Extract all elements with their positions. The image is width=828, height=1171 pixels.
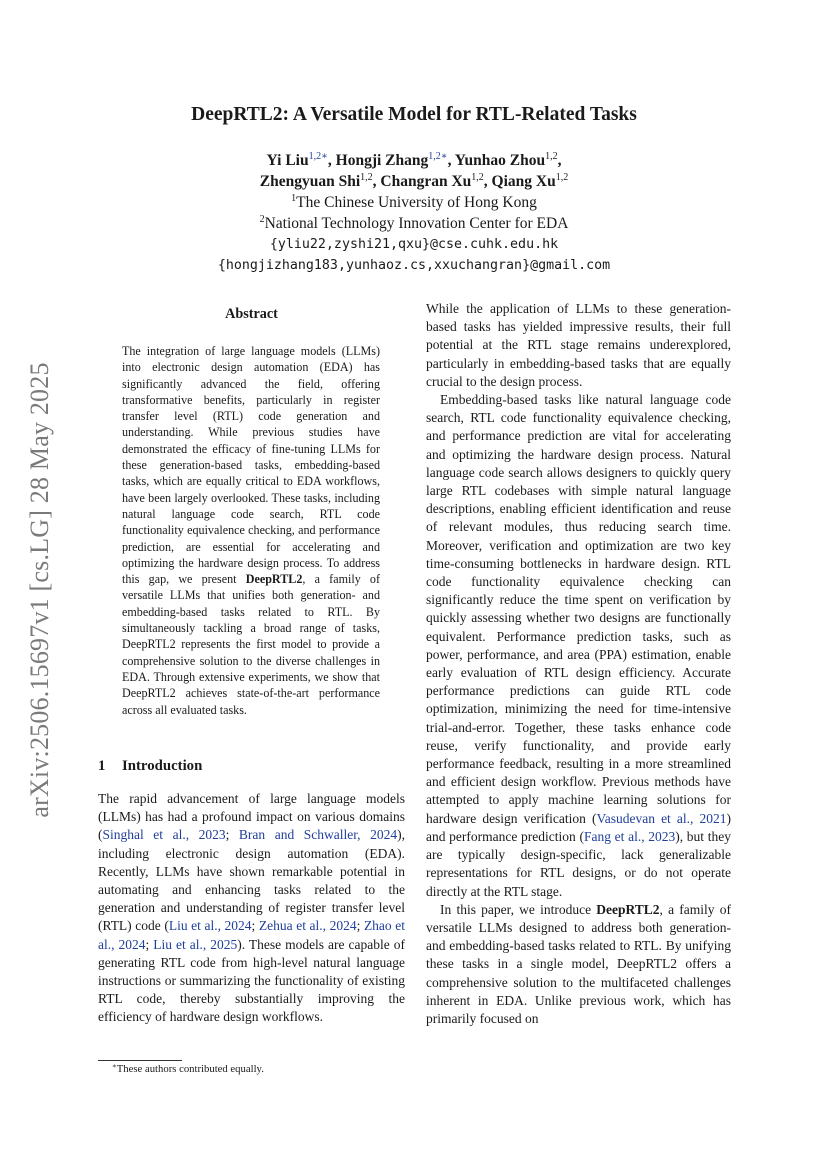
citation-link[interactable]: Zehua et al., 2024 [258,918,357,934]
section-number: 1 [98,758,106,774]
paragraph: In this paper, we introduce DeepRTL2, a family of versatile LLMs designed to address both generation- and embedding-based tasks related to RTL. By unifying these tasks in a single model, DeepRTL2 offers a comprehensive solution to the multifaceted challenges inherent in EDA. Unlike previous work, which has primarily focused on [426,901,731,1026]
author-affiliation-mark[interactable]: 1,2∗ [428,151,448,162]
footnote-text: These authors contributed equally. [116,1063,264,1075]
paragraph: Embedding-based tasks like natural language code search, RTL code functionality equivalence checking, and performance prediction are vital for accelerating and optimizing the hardware design process. Natural language code search allows designers to quickly query large RTL codebases with simple natural language descriptions, enabling efficient identification and reuse of relevant modules, thus reducing search time. Moreover, verification and optimization are two key time-consuming bottlenecks in hardware design. RTL code functionality equivalence checking can significantly reduce the time spent on verification by quickly assessing whether two designs are functionally equivalent. Performance prediction tasks, such as power, performance, and area (PPA) estimation, enable early evaluation of RTL design efficiency. Accurate performance predictions can guide RTL code optimization, minimizing the need for time-intensive trial-and-error. Together, these tasks enhance code reuse, verify functionality, and provide early performance feedback, resulting in a more streamlined and efficient design workflow. Previous methods have attempted to apply machine learning solutions for hardware design verification (Vasudevan et al., 2021) and performance prediction (Fang et al., 2023), but they are typically design-specific, lack generalizable representations for RTL designs, or do not operate directly at the RTL stage. [426,392,731,899]
citation-link[interactable]: Liu et al., 2024 [168,918,252,934]
citation-link[interactable]: Vasudevan et al., 2021 [596,810,727,826]
affiliation-2: $^2$National Technology Innovation Center for EDA [259,214,569,232]
abstract-heading: Abstract [225,306,278,322]
citation-link[interactable]: Fang et al., 2023 [583,828,676,844]
affiliation-1: $^1$The Chinese University of Hong Kong [291,193,537,211]
email-line-2: {hongjizhang183,yunhaoz.cs,xxuchangran}@gmail.com [217,258,611,273]
author-name: Zhengyuan Shi [259,173,361,190]
introduction-paragraph: The rapid advancement of large language models (LLMs) has had a profound impact on various domains (Singhal et al., 2023; Bran and Schwaller, 2024), including electronic design automation (EDA). Recently, LLMs have shown remarkable potential in automating and enhancing tasks related to the generation and understanding of register transfer level (RTL) code (Liu et al., 2024; Zehua et al., 2024; Zhao et al., 2024; Liu et al., 2025). These models are capable of generating RTL code from high-level natural language instructions or summarizing the functionality of existing RTL code, thereby substantially improving the efficiency of hardware design workflows. [98,791,405,1025]
section-title: Introduction [122,758,203,774]
author-affiliation-mark: 1,2 [555,172,569,183]
paper-title: DeepRTL2: A Versatile Model for RTL-Related Tasks [191,104,637,125]
citation-link[interactable]: Zhao et al., 2024 [98,918,405,952]
citation-link[interactable]: Singhal et al., 2023 [102,827,226,843]
author-affiliation-mark: 1,2 [360,172,373,183]
author-affiliation-mark[interactable]: 1,2∗ [308,151,328,162]
model-name: DeepRTL2 [596,901,660,917]
section-heading-introduction [98,758,202,775]
arxiv-identifier [20,340,60,840]
right-column-body [426,300,731,1028]
author-affiliation-mark: 1,2 [471,172,484,183]
citation-link[interactable]: Bran and Schwaller, 2024 [238,827,398,843]
footnote-divider [98,1060,182,1061]
author-name: Yi Liu [266,152,309,169]
citation-link[interactable]: Liu et al., 2025 [153,936,238,952]
author-affiliation-mark: 1,2 [545,151,558,162]
author-block [0,150,828,276]
author-name: Changran Xu [380,173,472,190]
footnote [112,1063,264,1075]
arxiv-identifier-text: arXiv:2506.15697v1 [cs.LG] 28 May 2025 [25,362,54,818]
author-names-line-1: Yi Liu$^{1,2∗}$, Hongji Zhang$^{1,2∗}$, Yunhao Zhou$^{1,2}$, [266,151,562,169]
author-name: Yunhao Zhou [454,152,546,169]
author-names-line-2: Zhengyuan Shi$^{1,2}$, Changran Xu$^{1,2}$, Qiang Xu$^{1,2}$ [259,172,569,190]
author-name: Hongji Zhang [335,152,429,169]
footnote-mark: ∗ [112,1062,117,1070]
paragraph: While the application of LLMs to these generation-based tasks has yielded impressive results, their full potential at the RTL stage remains underexplored, particularly in embedding-based tasks that are equally crucial to the design process. [426,301,731,389]
email-line-1: {yliu22,zyshi21,qxu}@cse.cuhk.edu.hk [269,237,559,252]
abstract-body: The integration of large language models (LLMs) into electronic design automation (EDA) has significantly advanced the field, offering transformative benefits, particularly in register transfer level (RTL) code generation and understanding. While previous studies have demonstrated the efficacy of fine-tuning LLMs for these generation-based tasks, embedding-based tasks, which are equally critical to EDA workflows, have been largely overlooked. These tasks, including natural language code search, RTL code functionality equivalence checking, and performance prediction, are essential for accelerating and optimizing the hardware design process. To address this gap, we present DeepRTL2, a family of versatile LLMs that unifies both generation- and embedding-based tasks related to RTL. By simultaneously tackling a broad range of tasks, DeepRTL2 represents the first model to provide a comprehensive solution to the diverse challenges in EDA. Through extensive experiments, we show that DeepRTL2 achieves state-of-the-art performance across all evaluated tasks. [122,344,381,717]
model-name: DeepRTL2 [245,572,303,587]
author-name: Qiang Xu [491,173,556,190]
